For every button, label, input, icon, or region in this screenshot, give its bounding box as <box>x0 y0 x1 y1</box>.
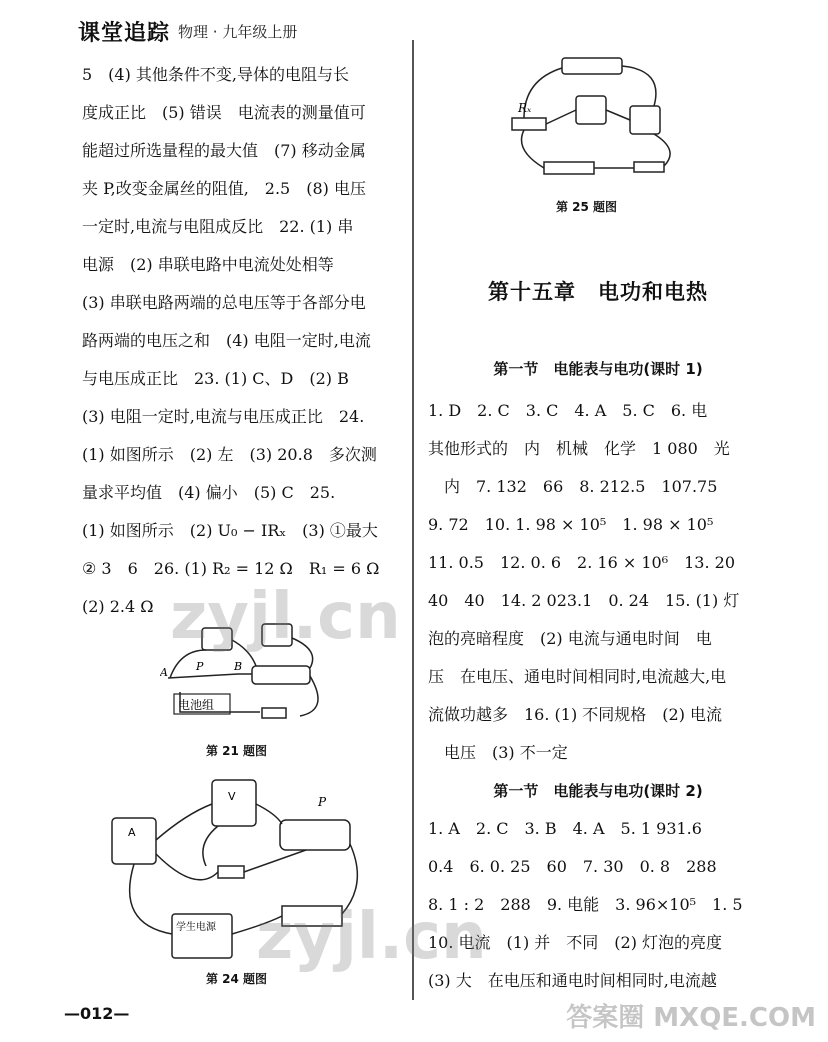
answer-line: (3) 电阻一定时,电流与电压成正比 24. <box>82 407 365 426</box>
figure-24-caption: 第 24 题图 <box>206 972 268 986</box>
lamp-holder <box>218 866 244 878</box>
answer-line: (3) 大 在电压和通电时间相同时,电流越 <box>428 971 717 990</box>
power-supply-label: 学生电源 <box>176 922 216 933</box>
voltmeter-icon <box>212 780 256 826</box>
answer-line: (2) 2.4 Ω <box>82 597 154 616</box>
answer-line: 电压 (3) 不一定 <box>428 743 568 762</box>
ammeter-icon <box>112 818 156 864</box>
watermark: zyjl.cn <box>256 900 487 974</box>
switch-icon <box>262 708 286 718</box>
answer-line: 度成正比 (5) 错误 电流表的测量值可 <box>82 103 366 122</box>
answer-line: 内 7. 132 66 8. 212.5 107.75 <box>428 477 718 496</box>
answer-line: 路两端的电压之和 (4) 电阻一定时,电流 <box>82 331 371 350</box>
answer-line: 10. 电流 (1) 并 不同 (2) 灯泡的亮度 <box>428 933 723 952</box>
battery-icon <box>544 162 594 174</box>
answer-line: 能超过所选量程的最大值 (7) 移动金属 <box>82 141 366 160</box>
section-title: 第一节 电能表与电功(课时 1) <box>493 360 703 378</box>
voltmeter-icon <box>630 106 660 134</box>
figure-21-caption: 第 21 题图 <box>206 744 268 758</box>
section-title: 第一节 电能表与电功(课时 2) <box>493 782 703 800</box>
resistor-rx <box>512 118 546 130</box>
section-1-heading <box>428 350 768 388</box>
answer-line: ② 3 6 26. (1) R₂ = 12 Ω R₁ = 6 Ω <box>82 559 380 578</box>
answer-line: (3) 串联电路两端的总电压等于各部分电 <box>82 293 366 312</box>
figure-25-caption: 第 25 题图 <box>556 200 618 214</box>
point-a-label: A <box>160 666 168 679</box>
ammeter-label: A <box>128 826 136 839</box>
answer-line: 电源 (2) 串联电路中电流处处相等 <box>82 255 334 274</box>
page-header <box>78 16 297 47</box>
answer-line: 一定时,电流与电阻成反比 22. (1) 串 <box>82 217 354 236</box>
answer-line: 11. 0.5 12. 0. 6 2. 16 × 10⁶ 13. 20 <box>428 553 735 572</box>
answer-line: 流做功越多 16. (1) 不同规格 (2) 电流 <box>428 705 723 724</box>
brand-logo: 课堂追踪 <box>78 21 171 46</box>
point-p-label: P <box>196 660 204 673</box>
answer-line: 1. D 2. C 3. C 4. A 5. C 6. 电 <box>428 401 708 420</box>
rheostat-icon <box>280 820 350 850</box>
answer-line: 5 (4) 其他条件不变,导体的电阻与长 <box>82 65 350 84</box>
ammeter-icon <box>576 96 606 124</box>
answer-line: 8. 1 : 2 288 9. 电能 3. 96×10⁵ 1. 5 <box>428 895 743 914</box>
page-number: —012— <box>64 1004 130 1023</box>
rx-label: Rₓ <box>518 101 532 115</box>
answer-line: 其他形式的 内 机械 化学 1 080 光 <box>428 439 730 458</box>
point-b-label: B <box>234 660 243 673</box>
answer-line: 与电压成正比 23. (1) C、D (2) B <box>82 369 349 388</box>
left-column <box>82 56 404 626</box>
subject-label: 物理 · 九年级上册 <box>178 23 298 41</box>
watermark: zyjl.cn <box>170 580 401 654</box>
resistance-wire <box>168 674 238 678</box>
figure-25-circuit <box>504 50 680 182</box>
switch-icon <box>634 162 664 172</box>
answer-line: 40 40 14. 2 023.1 0. 24 15. (1) 灯 <box>428 591 740 610</box>
power-supply-box <box>172 914 232 958</box>
answer-line: 量求平均值 (4) 偏小 (5) C 25. <box>82 483 336 502</box>
battery-label: 电池组 <box>178 698 215 712</box>
corner-watermark: 答案圈 MXQE.COM <box>566 1003 816 1033</box>
answer-line <box>82 512 404 550</box>
voltmeter-label: V <box>228 790 236 803</box>
answer-line: 1. A 2. C 3. B 4. A 5. 1 931.6 <box>428 819 702 838</box>
answer-line: (1) 如图所示 (2) 左 (3) 20.8 多次测 <box>82 445 377 464</box>
chapter-title: 第十五章 电功和电热 <box>488 280 708 304</box>
slider-p-label: P <box>318 795 327 809</box>
answer-line: 夹 P,改变金属丝的阻值, 2.5 (8) 电压 <box>82 179 366 198</box>
answer-line: 9. 72 10. 1. 98 × 10⁵ 1. 98 × 10⁵ <box>428 515 714 534</box>
rheostat-icon <box>562 58 622 74</box>
column-divider <box>412 40 414 1000</box>
answer-line: 压 在电压、通电时间相同时,电流越大,电 <box>428 667 727 686</box>
answer-line: 泡的亮暗程度 (2) 电流与通电时间 电 <box>428 629 712 648</box>
answer-line: 0.4 6. 0. 25 60 7. 30 0. 8 288 <box>428 857 717 876</box>
answer-text: 如图所示 (2) U₀ − IRₓ (3) ①最大 <box>109 521 378 540</box>
rheostat-icon <box>252 666 310 684</box>
answer-prefix: (1) <box>82 521 105 540</box>
